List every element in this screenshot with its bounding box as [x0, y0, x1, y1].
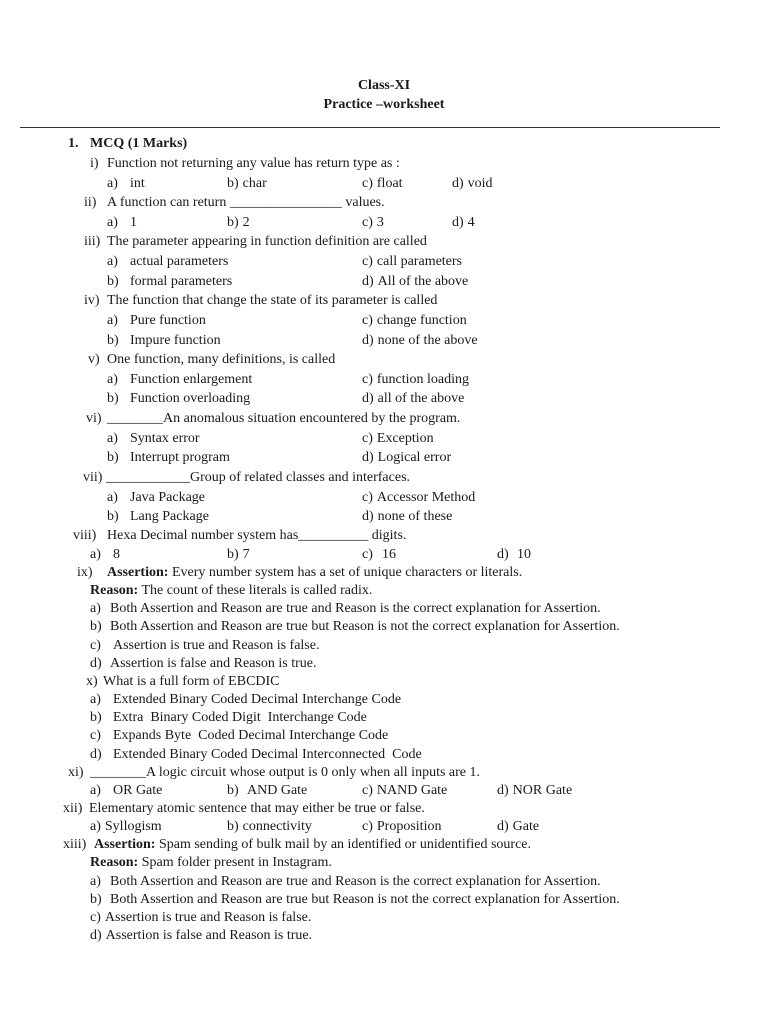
question-number: viii) [73, 528, 97, 543]
option [107, 489, 205, 507]
option [362, 175, 403, 193]
option-label: c) [90, 638, 101, 653]
option-text: int [130, 176, 145, 191]
option-label: d) [90, 747, 102, 762]
option-label: d) [362, 333, 374, 348]
option-text: Accessor Method [376, 490, 476, 505]
option-label: b) [227, 547, 239, 562]
option [90, 618, 620, 636]
question-text: The parameter appearing in function definition are called [107, 234, 427, 249]
option [452, 175, 493, 193]
assertion-text: Every number system has a set of unique characters or literals. [171, 565, 523, 580]
option [362, 489, 475, 507]
option [497, 818, 539, 836]
option-text: NOR Gate [512, 783, 573, 798]
option-label: d) [497, 819, 509, 834]
option-text: Extra Binary Coded Digit Interchange Code [113, 710, 367, 725]
option [227, 782, 307, 800]
option-text: Assertion is true and Reason is false. [113, 638, 320, 653]
option-label: d) [90, 656, 102, 671]
option-text: actual parameters [130, 254, 229, 269]
option-label: a) [90, 601, 101, 616]
reason-line [90, 582, 372, 600]
section-number: 1. [68, 136, 79, 151]
option [107, 430, 200, 448]
option [107, 312, 206, 330]
question-text: Hexa Decimal number system has__________ digits. [107, 528, 407, 543]
option [227, 818, 312, 836]
option-label: b) [227, 176, 239, 191]
option-text: Syntax error [130, 431, 200, 446]
option-text: Assertion is false and Reason is true. [110, 656, 317, 671]
option-label: d) [497, 547, 509, 562]
option-text: call parameters [376, 254, 463, 269]
option-label: b) [227, 215, 239, 230]
option-text: 8 [113, 547, 120, 562]
option [90, 891, 620, 909]
option-label: c) [362, 254, 373, 269]
option-label: c) [362, 490, 373, 505]
option-label: a) [90, 819, 101, 834]
question-number: xii) [63, 801, 83, 816]
question-number: iv) [84, 293, 100, 308]
option [362, 332, 478, 350]
option-text: 7 [242, 547, 250, 562]
question-text: One function, many definitions, is called [107, 352, 336, 367]
option [362, 214, 384, 232]
reason-text: Spam folder present in Instagram. [141, 855, 332, 870]
option [362, 546, 396, 564]
option-text: Extended Binary Coded Decimal Interchange Code [113, 692, 402, 707]
option-text: Exception [376, 431, 434, 446]
option-label: b) [90, 619, 102, 634]
page-subtitle: Practice –worksheet [323, 97, 445, 112]
option-text: formal parameters [130, 274, 233, 289]
option-text: OR Gate [113, 783, 163, 798]
option [90, 691, 401, 709]
option-text: char [242, 176, 267, 191]
option-text: 4 [467, 215, 475, 230]
option-label: a) [107, 313, 118, 328]
option-label: a) [107, 372, 118, 387]
option-label: a) [90, 783, 101, 798]
option [107, 390, 250, 408]
option-text: Both Assertion and Reason are true but Reason is not the correct explanation for Assertion. [110, 892, 620, 907]
option [90, 746, 422, 764]
assertion-label: Assertion: [94, 837, 156, 852]
option [362, 312, 467, 330]
option-text: void [467, 176, 493, 191]
question-number: vii) [83, 470, 103, 485]
option-label: d) [362, 509, 374, 524]
option-label: a) [107, 254, 118, 269]
option [107, 449, 230, 467]
option-label: b) [107, 274, 119, 289]
option-label: d) [362, 391, 374, 406]
option-text: Proposition [376, 819, 442, 834]
option-label: c) [90, 728, 101, 743]
option-label: d) [452, 215, 464, 230]
question-number: v) [88, 352, 100, 367]
question-text: The function that change the state of its parameter is called [107, 293, 438, 308]
option-label: b) [90, 710, 102, 725]
option-text: 3 [376, 215, 384, 230]
question-number: xi) [68, 765, 84, 780]
option [90, 655, 316, 673]
option [90, 818, 162, 836]
option-label: c) [90, 910, 101, 925]
question-number: ix) [77, 565, 93, 580]
option-label: d) [362, 450, 374, 465]
question-number: xiii) [63, 837, 87, 852]
option-text: NAND Gate [376, 783, 448, 798]
option-label: b) [107, 391, 119, 406]
option-label: c) [362, 819, 373, 834]
option [227, 175, 267, 193]
option [452, 214, 475, 232]
option-text: Expands Byte Coded Decimal Interchange Code [113, 728, 389, 743]
question-text: Elementary atomic sentence that may either be true or false. [89, 801, 425, 816]
assertion-text: Spam sending of bulk mail by an identified or unidentified source. [158, 837, 532, 852]
option-text: 1 [130, 215, 137, 230]
option-text: all of the above [377, 391, 465, 406]
option-text: Interrupt program [130, 450, 230, 465]
option-text: none of these [377, 509, 453, 524]
option-label: b) [107, 333, 119, 348]
option-label: a) [90, 874, 101, 889]
assertion-line [94, 836, 531, 854]
reason-line [90, 854, 332, 872]
option-label: c) [362, 431, 373, 446]
option-text: none of the above [377, 333, 478, 348]
option [107, 214, 137, 232]
option-text: Both Assertion and Reason are true and Reason is the correct explanation for Assertion. [110, 601, 601, 616]
section-title: MCQ (1 Marks) [90, 136, 188, 151]
option [362, 390, 464, 408]
question-number: i) [90, 156, 99, 171]
option-text: Function overloading [130, 391, 251, 406]
question-text: What is a full form of EBCDIC [103, 674, 280, 689]
question-text: A function can return ________________ values. [107, 195, 385, 210]
option-label: d) [497, 783, 509, 798]
option-text: change function [376, 313, 467, 328]
question-text: Function not returning any value has return type as : [107, 156, 400, 171]
option-text: Assertion is false and Reason is true. [105, 928, 313, 943]
option-label: b) [227, 783, 239, 798]
option [90, 709, 367, 727]
option [90, 727, 388, 745]
option-text: Syllogism [104, 819, 162, 834]
option-text: 2 [242, 215, 250, 230]
option [90, 927, 312, 945]
option-label: b) [227, 819, 239, 834]
option-label: a) [90, 692, 101, 707]
option [362, 253, 462, 271]
option-label: d) [90, 928, 102, 943]
question-number: ii) [84, 195, 97, 210]
assertion-label: Assertion: [107, 565, 169, 580]
option [362, 430, 434, 448]
option-label: c) [362, 215, 373, 230]
question-number: iii) [84, 234, 101, 249]
option [362, 273, 468, 291]
question-text: ____________Group of related classes and interfaces. [106, 470, 411, 485]
option [107, 253, 228, 271]
option [362, 508, 452, 526]
question-text: ________A logic circuit whose output is 0 only when all inputs are 1. [90, 765, 481, 780]
option-label: c) [362, 372, 373, 387]
option-text: Extended Binary Coded Decimal Interconnected Code [113, 747, 422, 762]
option [107, 508, 209, 526]
option-text: Gate [512, 819, 540, 834]
header-divider [20, 127, 720, 128]
option [90, 873, 601, 891]
option [362, 449, 451, 467]
option-text: Pure function [130, 313, 206, 328]
option-text: Impure function [130, 333, 221, 348]
question-number: vi) [86, 411, 102, 426]
option-text: All of the above [377, 274, 469, 289]
option [90, 546, 120, 564]
reason-label: Reason: [90, 855, 139, 870]
option-text: Both Assertion and Reason are true but Reason is not the correct explanation for Assertion. [110, 619, 620, 634]
option-text: Java Package [130, 490, 206, 505]
reason-label: Reason: [90, 583, 139, 598]
option-text: float [376, 176, 403, 191]
option-label: d) [452, 176, 464, 191]
option [227, 546, 250, 564]
option [90, 909, 311, 927]
option [107, 371, 252, 389]
option [497, 782, 572, 800]
option-text: Assertion is true and Reason is false. [104, 910, 312, 925]
option-text: Function enlargement [130, 372, 253, 387]
option-label: c) [362, 547, 373, 562]
option [90, 782, 162, 800]
option-text: Logical error [377, 450, 452, 465]
option-text: Both Assertion and Reason are true and Reason is the correct explanation for Assertion. [110, 874, 601, 889]
option-label: b) [90, 892, 102, 907]
option-label: c) [362, 176, 373, 191]
option-label: c) [362, 783, 373, 798]
option-label: a) [90, 547, 101, 562]
option-label: b) [107, 450, 119, 465]
option [227, 214, 250, 232]
option-text: function loading [376, 372, 470, 387]
option-label: c) [362, 313, 373, 328]
reason-text: The count of these literals is called radix. [141, 583, 373, 598]
option-label: d) [362, 274, 374, 289]
option [497, 546, 531, 564]
option [107, 332, 221, 350]
option [107, 175, 145, 193]
option-label: b) [107, 509, 119, 524]
option-text: connectivity [242, 819, 312, 834]
option-text: AND Gate [247, 783, 308, 798]
option [362, 371, 469, 389]
option-label: a) [107, 215, 118, 230]
option-text: Lang Package [130, 509, 209, 524]
option-text: 10 [517, 547, 531, 562]
assertion-line [107, 564, 522, 582]
option-label: a) [107, 176, 118, 191]
option-label: a) [107, 490, 118, 505]
option-label: a) [107, 431, 118, 446]
option [362, 818, 441, 836]
option [90, 600, 601, 618]
question-text: ________An anomalous situation encountered by the program. [107, 411, 461, 426]
question-number: x) [86, 674, 98, 689]
option-text: 16 [382, 547, 396, 562]
option [362, 782, 447, 800]
option [107, 273, 232, 291]
option [90, 637, 319, 655]
page-title: Class-XI [357, 78, 411, 93]
